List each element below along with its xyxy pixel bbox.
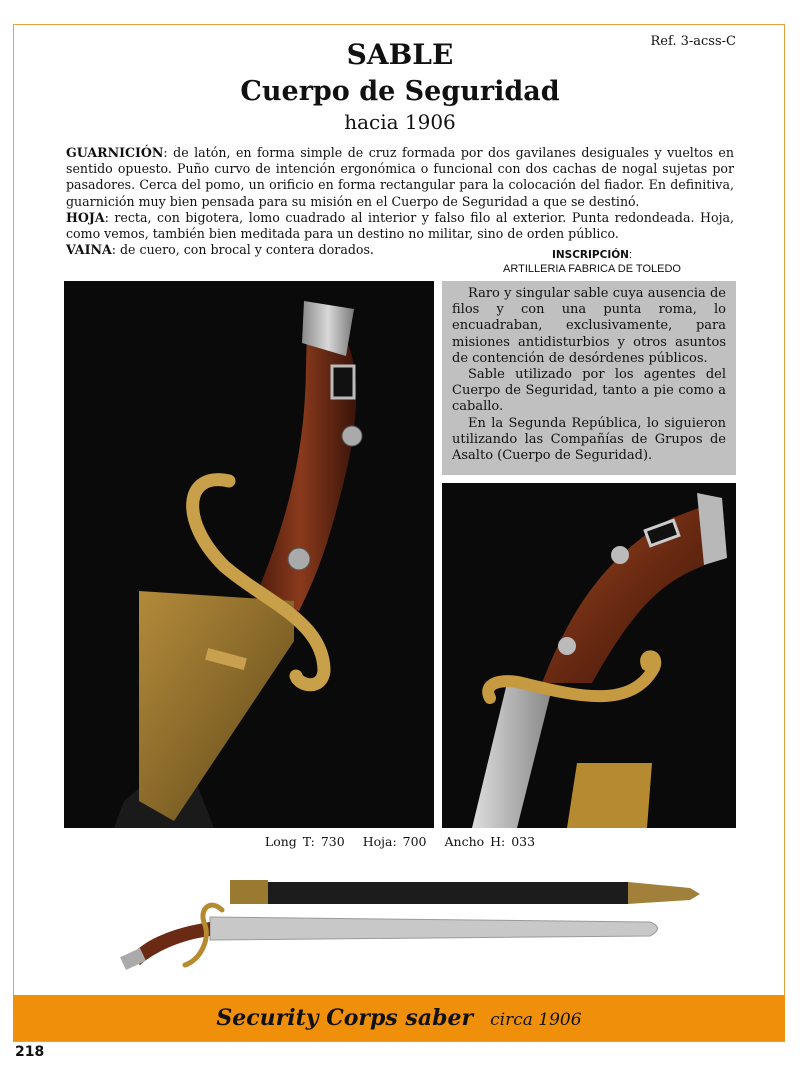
guarnicion-label: GUARNICIÓN xyxy=(66,145,164,160)
guarnicion-text: : de latón, en forma simple de cruz formada por dos gavilanes desiguales y vueltos en sentido opuesto. Puño curvo de intención ergonómica o funcional con dos cachas de nogal sujetas por pasadores. Cerca del pomo, un orificio en forma rectangular para la colocación del fiador. En definitiva, guarnición muy bien pensada para su misión en el Cuerpo de Seguridad a que se destinó. xyxy=(66,145,734,209)
title-line-1: SABLE xyxy=(346,38,454,71)
sword-and-scabbard-illustration xyxy=(110,870,710,980)
title-date: hacia 1906 xyxy=(344,110,456,134)
hoja-text: : recta, con bigotera, lomo cuadrado al interior y falso filo al exterior. Punta redondeada. Hoja, como vemos, también bien meditada para un destino no militar, sino de orden público. xyxy=(66,209,734,242)
dimension-blade: Hoja: 700 xyxy=(362,834,427,849)
dimensions xyxy=(0,834,800,849)
english-title: Security Corps saber xyxy=(216,1005,474,1031)
hilt-illustration-right xyxy=(442,483,736,828)
description-block xyxy=(66,145,734,258)
hilt-photo-right xyxy=(442,483,736,828)
page-number: 218 xyxy=(15,1044,45,1060)
english-date: circa 1906 xyxy=(490,1010,582,1030)
inscription-heading xyxy=(452,248,732,262)
hoja-paragraph xyxy=(66,210,734,242)
dimension-length: Long T: 730 xyxy=(264,834,345,849)
vaina-label: VAINA xyxy=(66,242,112,258)
note-box xyxy=(442,281,736,475)
note-paragraph-2: Sable utilizado por los agentes del Cuerpo de Seguridad, tanto a pie como a caballo. xyxy=(452,367,726,415)
inscription xyxy=(452,248,732,276)
inscription-text: ARTILLERIA FABRICA DE TOLEDO xyxy=(503,263,681,275)
full-sword-photo xyxy=(110,870,710,980)
hilt-illustration-left xyxy=(64,281,434,828)
guarnicion-paragraph xyxy=(66,145,734,210)
dimension-width: Ancho H: 033 xyxy=(444,834,536,849)
hilt-photo-left xyxy=(64,281,434,828)
title-line-2: Cuerpo de Seguridad xyxy=(240,76,560,107)
english-title-banner xyxy=(13,995,785,1041)
note-paragraph-3: En la Segunda República, lo siguieron utilizando las Compañías de Grupos de Asalto (Cuerpo de Seguridad). xyxy=(452,415,726,464)
vaina-text: : de cuero, con brocal y contera dorados. xyxy=(111,242,374,258)
reference-code: Ref. 3-acss-C xyxy=(650,34,736,49)
inscription-label: INSCRIPCIÓN xyxy=(551,249,629,261)
hoja-label: HOJA xyxy=(66,209,105,225)
note-paragraph-1: Raro y singular sable cuya ausencia de filos y con una punta roma, lo encuadraban, exclusivamente, para misiones antidisturbios y otros asuntos de contención de desórdenes públicos. xyxy=(452,286,726,366)
inscription-colon: : xyxy=(628,249,633,261)
